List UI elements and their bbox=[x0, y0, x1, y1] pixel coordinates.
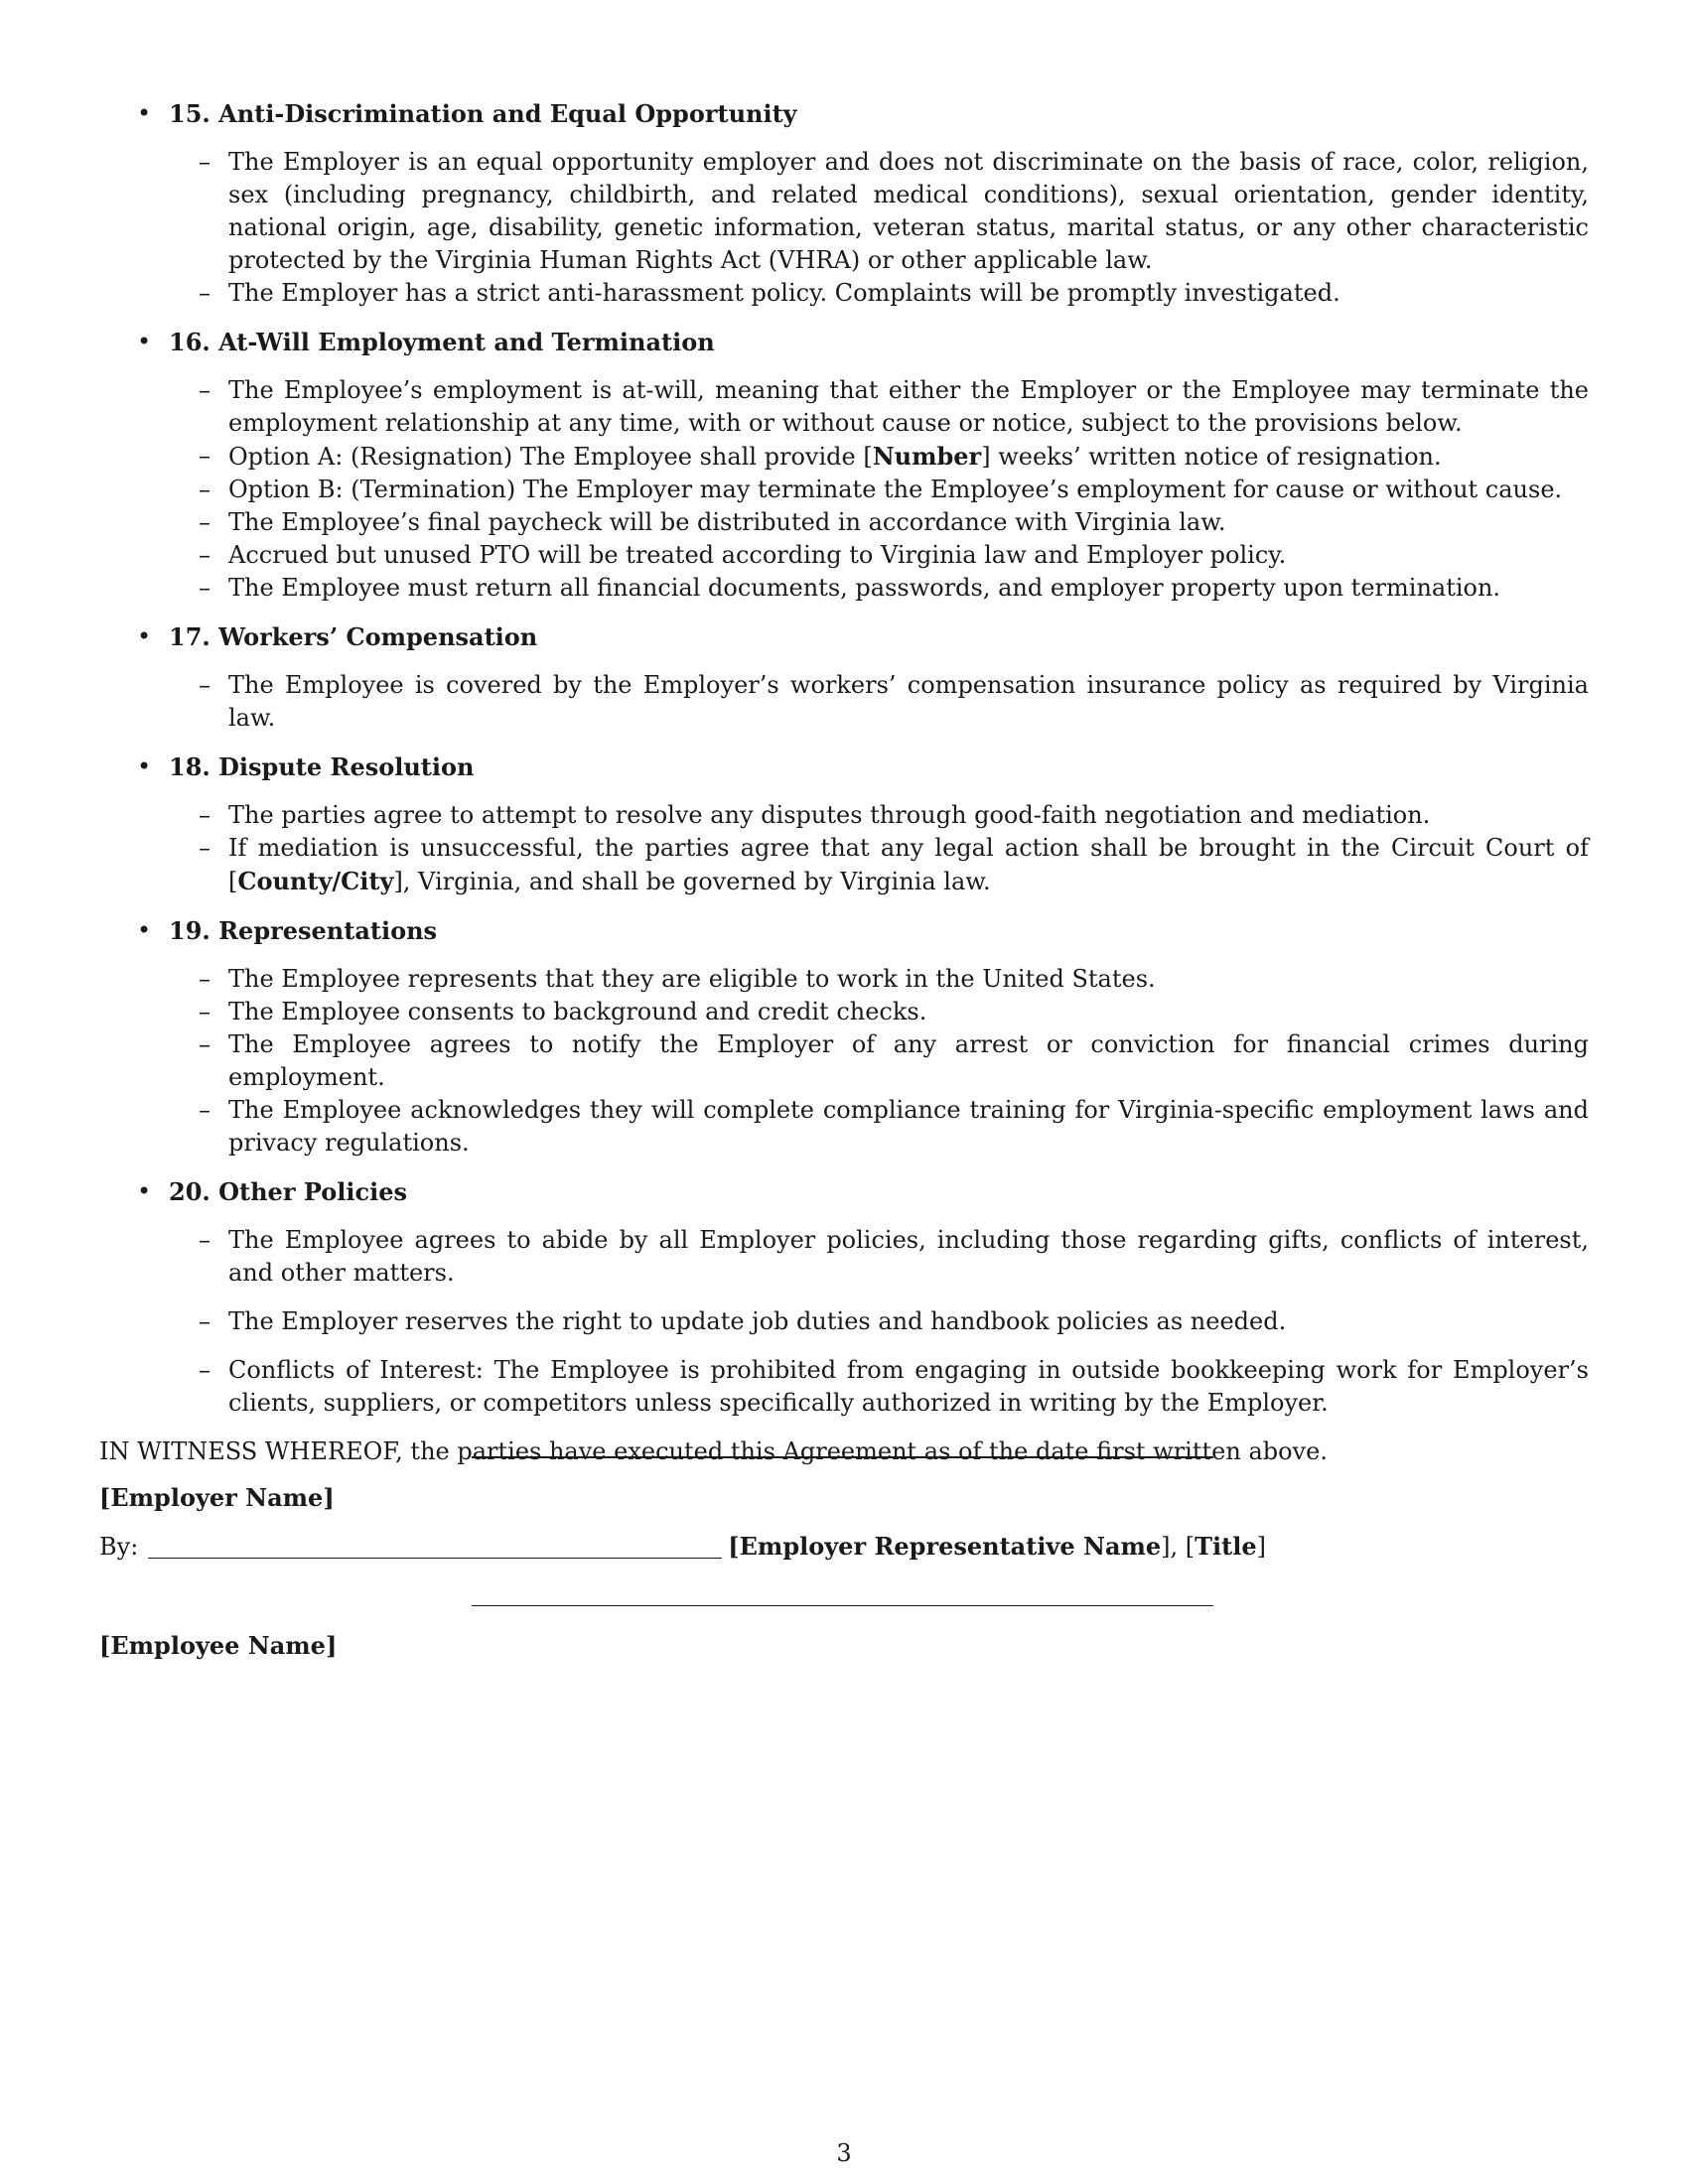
section-items bbox=[169, 799, 1589, 898]
section-heading: • 18. Dispute Resolution bbox=[169, 752, 475, 781]
item-text: The Employee agrees to notify the Employer of any arrest or conviction for financial crimes during employment. bbox=[228, 1030, 1589, 1091]
section-list bbox=[99, 97, 1589, 1420]
item-text: The Employee must return all financial documents, passwords, and employer property upon termination. bbox=[228, 574, 1501, 602]
list-item bbox=[169, 539, 1589, 572]
section bbox=[99, 97, 1589, 310]
section-items bbox=[169, 963, 1589, 1160]
by-signature-blank[interactable] bbox=[148, 1534, 722, 1559]
item-text: The Employee represents that they are eligible to work in the United States. bbox=[228, 965, 1156, 993]
list-item bbox=[169, 440, 1589, 474]
item-text: Conflicts of Interest: The Employee is prohibited from engaging in outside bookkeeping work for Employer’s clients, suppliers, or competitors unless specifically authorized in writing by the Employer. bbox=[228, 1356, 1589, 1417]
list-item bbox=[169, 1094, 1589, 1160]
dash-marker: – bbox=[199, 508, 211, 536]
section-items bbox=[169, 146, 1589, 310]
item-text: The parties agree to attempt to resolve any disputes through good-faith negotiation and mediation. bbox=[228, 801, 1431, 829]
item-text: ], Virginia, and shall be governed by Virginia law. bbox=[393, 868, 991, 895]
item-text: The Employer reserves the right to update job duties and handbook policies as needed. bbox=[228, 1307, 1287, 1335]
section-heading: • 15. Anti-Discrimination and Equal Opportunity bbox=[169, 99, 797, 128]
section-items bbox=[169, 669, 1589, 735]
dash-marker: – bbox=[199, 1030, 211, 1058]
list-item bbox=[169, 146, 1589, 277]
dash-marker: – bbox=[199, 476, 211, 503]
section-heading: • 16. At-Will Employment and Termination bbox=[169, 328, 715, 356]
list-item bbox=[169, 1354, 1589, 1420]
dash-marker: – bbox=[199, 801, 211, 829]
item-text: If mediation is unsuccessful, the parties agree that any legal action shall be brought in the Circuit Court of [ bbox=[228, 834, 1589, 895]
dash-marker: – bbox=[199, 376, 211, 404]
item-text: The Employer is an equal opportunity employer and does not discriminate on the basis of race, color, religion, sex (including pregnancy, childbirth, and related medical conditions), sexual orientation, gender identity, national origin, age, disability, genetic information, veteran status, marital status, or any other characteristic protected by the Virginia Human Rights Act (VHRA) or other applicable law. bbox=[228, 148, 1589, 274]
item-text: The Employee’s final paycheck will be distributed in accordance with Virginia law. bbox=[228, 508, 1226, 536]
dash-marker: – bbox=[199, 671, 211, 699]
item-text: The Employee’s employment is at-will, meaning that either the Employer or the Employee may terminate the employment relationship at any time, with or without cause or notice, subject to the provisions below. bbox=[228, 376, 1589, 437]
list-item bbox=[169, 963, 1589, 996]
item-text: The Employee is covered by the Employer’s workers’ compensation insurance policy as required by Virginia law. bbox=[228, 671, 1589, 732]
list-item bbox=[169, 572, 1589, 605]
list-item bbox=[169, 832, 1589, 898]
section bbox=[99, 1175, 1589, 1420]
item-text: ] weeks’ written notice of resignation. bbox=[981, 443, 1442, 471]
by-label: By: bbox=[99, 1533, 139, 1561]
employer-signature-line bbox=[472, 1456, 1213, 1458]
dash-marker: – bbox=[199, 442, 211, 470]
list-item bbox=[169, 799, 1589, 832]
employee-name-placeholder: [Employee Name] bbox=[99, 1631, 338, 1660]
item-text: The Employee consents to background and credit checks. bbox=[228, 998, 927, 1025]
witness-clause: IN WITNESS WHEREOF, the parties have executed this Agreement as of the date first written above. bbox=[99, 1437, 1328, 1465]
list-item bbox=[169, 277, 1589, 310]
section-heading: • 19. Representations bbox=[169, 916, 438, 945]
section-heading: • 17. Workers’ Compensation bbox=[169, 622, 538, 651]
section-items bbox=[169, 1224, 1589, 1420]
dash-marker: – bbox=[199, 1096, 211, 1124]
section-heading: • 20. Other Policies bbox=[169, 1177, 407, 1206]
item-text: Option A: (Resignation) The Employee shall provide [ bbox=[228, 443, 873, 471]
employer-name-placeholder: [Employer Name] bbox=[99, 1483, 335, 1512]
employer-by-row bbox=[99, 1532, 1266, 1561]
dash-marker: – bbox=[199, 1356, 211, 1384]
list-item bbox=[169, 1305, 1589, 1338]
rep-separator: ], [ bbox=[1161, 1533, 1196, 1561]
list-item bbox=[169, 506, 1589, 539]
dash-marker: – bbox=[199, 148, 211, 176]
dash-marker: – bbox=[199, 834, 211, 862]
dash-marker: – bbox=[199, 541, 211, 569]
dash-marker: – bbox=[199, 998, 211, 1025]
item-text: Option B: (Termination) The Employer may terminate the Employee’s employment for cause or without cause. bbox=[228, 476, 1563, 503]
placeholder-field: Number bbox=[872, 442, 982, 471]
list-item bbox=[169, 374, 1589, 440]
page-number: 3 bbox=[836, 2139, 852, 2167]
dash-marker: – bbox=[199, 279, 211, 307]
item-text: The Employee agrees to abide by all Employer policies, including those regarding gifts, conflicts of interest, and other matters. bbox=[228, 1226, 1589, 1287]
section bbox=[99, 326, 1589, 605]
section bbox=[99, 751, 1589, 898]
list-item bbox=[169, 996, 1589, 1028]
rep-open: [ bbox=[728, 1532, 740, 1561]
rep-close: ] bbox=[1256, 1533, 1266, 1561]
dash-marker: – bbox=[199, 574, 211, 602]
dash-marker: – bbox=[199, 1307, 211, 1335]
placeholder-field: County/City bbox=[237, 867, 394, 895]
rep-name-placeholder: Employer Representative Name bbox=[739, 1532, 1162, 1561]
item-text: Accrued but unused PTO will be treated according to Virginia law and Employer policy. bbox=[228, 541, 1287, 569]
item-text: The Employer has a strict anti-harassment policy. Complaints will be promptly investigated. bbox=[228, 279, 1340, 307]
rep-title-placeholder: Title bbox=[1195, 1532, 1257, 1561]
section-items bbox=[169, 374, 1589, 605]
section bbox=[99, 620, 1589, 735]
list-item bbox=[169, 669, 1589, 735]
list-item bbox=[169, 1224, 1589, 1290]
dash-marker: – bbox=[199, 965, 211, 993]
section bbox=[99, 914, 1589, 1160]
list-item bbox=[169, 1028, 1589, 1094]
document-page bbox=[99, 97, 1589, 1468]
employee-signature-line bbox=[472, 1605, 1213, 1606]
list-item bbox=[169, 474, 1589, 506]
item-text: The Employee acknowledges they will complete compliance training for Virginia-specific employment laws and privacy regulations. bbox=[228, 1096, 1589, 1157]
dash-marker: – bbox=[199, 1226, 211, 1254]
